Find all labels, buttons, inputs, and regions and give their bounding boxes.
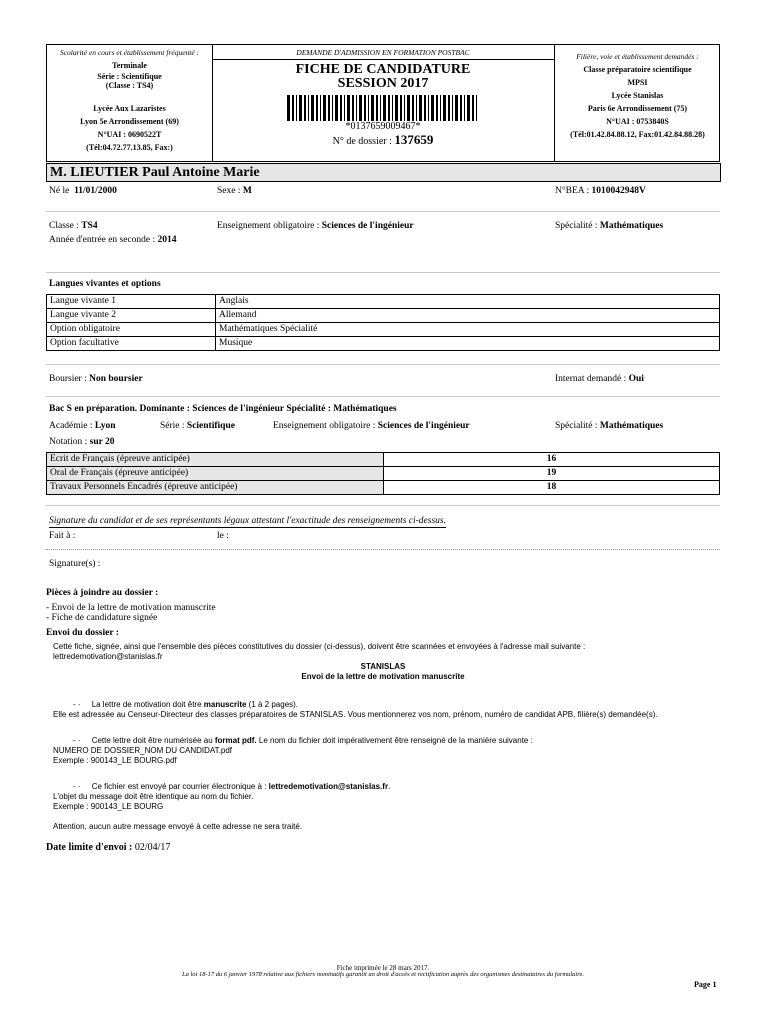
- bac-spec-value: Mathématiques: [599, 421, 664, 431]
- bullet: - ·: [73, 736, 81, 745]
- table-cell: Langue vivante 1: [47, 295, 216, 309]
- p2-format: NUMERO DE DOSSIER_NOM DU CANDIDAT.pdf: [53, 746, 232, 755]
- barcode-bar: [368, 95, 369, 121]
- bullet: - ·: [73, 782, 81, 791]
- barcode-bar: [380, 95, 381, 121]
- table-cell: Mathématiques Spécialité: [216, 323, 720, 337]
- barcode-bar: [287, 95, 290, 121]
- footer-law: La loi 18-17 du 6 janvier 1978 relative aux fichiers nominatifs garantit un droit d'accès et rectification auprès des organismes destinataires du formulaire.: [181, 971, 584, 978]
- table-cell: Oral de Français (épreuve anticipée): [47, 467, 384, 481]
- dossier-label: N° de dossier :: [332, 136, 392, 147]
- le-label: le :: [217, 531, 229, 541]
- entry-label: Année d'entrée en seconde :: [49, 235, 156, 245]
- table-row: [47, 295, 720, 309]
- barcode-bar: [472, 95, 474, 121]
- envoi-intro: Cette fiche, signée, ainsi que l'ensemble des pièces constitutives du dossier (ci-dessus), doivent être scannées et envoyées à l'adresse mail suivante :: [53, 642, 586, 651]
- header-right-caption: Filière, voie et établissement demandés :: [576, 52, 699, 61]
- pieces-title: Pièces à joindre au dossier :: [46, 588, 159, 598]
- classe-label: Classe :: [49, 221, 79, 231]
- table-cell: Travaux Personnels Encadrés (épreuve anticipée): [47, 481, 384, 495]
- table-cell: Musique: [216, 337, 720, 351]
- divider: [46, 211, 720, 212]
- barcode-bar: [440, 95, 441, 121]
- header-left-line: Lycée Aux Lazaristes: [93, 104, 166, 113]
- barcode-bar: [344, 95, 345, 121]
- bac-spec-label: Spécialité :: [555, 421, 598, 431]
- page-number: Page 1: [694, 980, 717, 989]
- bea-label: N°BEA :: [555, 186, 590, 196]
- barcode-bar: [316, 95, 318, 121]
- p3-text: Ce fichier est envoyé par courrier électronique à :: [91, 782, 269, 791]
- pieces-item: - Fiche de candidature signée: [46, 613, 158, 623]
- header-right-line: MPSI: [627, 78, 648, 87]
- serie-label: Série :: [160, 421, 185, 431]
- barcode-bar: [392, 95, 393, 121]
- barcode-bar: [296, 95, 297, 121]
- p3-email: lettredemotivation@stanislas.fr: [268, 782, 389, 791]
- header-left: [47, 45, 213, 161]
- barcode-bar: [323, 95, 326, 121]
- barcode-text: *0137659009467*: [345, 121, 421, 132]
- envoi-title: Envoi du dossier :: [46, 628, 119, 638]
- divider: [46, 505, 720, 506]
- bullet: - ·: [73, 700, 81, 709]
- barcode-bar: [404, 95, 405, 121]
- dossier-line: [212, 132, 554, 148]
- barcode-bar: [416, 95, 417, 121]
- paragraph-2: [53, 736, 713, 746]
- entry-line: [49, 235, 177, 245]
- header-left-line: Série : Scientifique: [97, 72, 162, 81]
- p3-subject: L'objet du message doit être identique au nom du fichier.: [53, 792, 254, 801]
- notation-value: sur 20: [89, 437, 115, 447]
- bac-title: Bac S en préparation. Dominante : Sciences de l'ingénieur Spécialité : Mathématiques: [49, 404, 397, 414]
- header-left-line: (Tél:04.72.77.13.85, Fax:): [86, 143, 173, 152]
- footer-printed: Fiche imprimée le 28 mars 2017.: [336, 964, 430, 972]
- barcode-bar: [388, 95, 390, 121]
- spec-value: Mathématiques: [599, 221, 664, 231]
- stanislas-heading: STANISLAS: [360, 662, 406, 671]
- boursier-label: Boursier :: [49, 374, 87, 384]
- barcode-bar: [460, 95, 462, 121]
- barcode-bar: [364, 95, 366, 121]
- classe-value: TS4: [81, 221, 98, 231]
- born-value: 11/01/2000: [74, 186, 117, 196]
- header-right-line: (Tél:01.42.84.88.12, Fax:01.42.84.88.28): [570, 130, 705, 139]
- table-row: [47, 309, 720, 323]
- barcode-bar: [347, 95, 350, 121]
- barcode-bar: [400, 95, 402, 121]
- internat-value: Oui: [628, 374, 644, 384]
- grade-value: 16: [384, 453, 720, 467]
- barcode-bar: [476, 95, 477, 121]
- barcode-bar: [376, 95, 378, 121]
- barcode-bar: [431, 95, 434, 121]
- header-left-line: Terminale: [112, 61, 147, 70]
- header-center-caption: DEMANDE D'ADMISSION EN FORMATION POSTBAC: [212, 45, 554, 60]
- barcode-bar: [356, 95, 357, 121]
- warning-text: Attention, aucun autre message envoyé à cette adresse ne sera traité.: [53, 822, 303, 831]
- grades-table: [46, 452, 720, 495]
- barcode-bar: [371, 95, 374, 121]
- header-box: [46, 44, 720, 162]
- p3-text-end: .: [388, 782, 391, 791]
- notation-label: Notation :: [49, 437, 88, 447]
- internat-label: Internat demandé :: [555, 374, 627, 384]
- p1-text-end: (1 à 2 pages).: [246, 700, 299, 709]
- barcode-bar: [428, 95, 429, 121]
- barcode-bar: [452, 95, 453, 121]
- barcode-bar: [443, 95, 446, 121]
- header-right-line: Paris 6e Arrondissement (75): [587, 104, 688, 113]
- header-left-line: Lyon 5e Arrondissement (69): [80, 117, 179, 126]
- barcode-bar: [359, 95, 362, 121]
- sex-label: Sexe :: [217, 186, 241, 196]
- fait-label: Fait à :: [49, 531, 76, 541]
- ens-value: Sciences de l'ingénieur: [321, 221, 414, 231]
- boursier-line: [49, 374, 143, 384]
- barcode-bar: [436, 95, 438, 121]
- barcode-bar: [395, 95, 398, 121]
- p2-text: Cette lettre doit être numérisée au: [91, 736, 215, 745]
- divider: [46, 549, 720, 550]
- sex-value: M: [242, 186, 252, 196]
- classe-line: [49, 221, 98, 231]
- barcode-bar: [455, 95, 458, 121]
- barcode-bar: [292, 95, 294, 121]
- notation-line: [49, 437, 115, 447]
- header-left-line: N°UAI : 0690522T: [97, 130, 162, 139]
- table-cell: Allemand: [216, 309, 720, 323]
- pieces-item: - Envoi de la lettre de motivation manuscrite: [46, 603, 216, 613]
- envoi-content: [53, 642, 713, 832]
- birth-line: [49, 186, 117, 196]
- academie-label: Académie :: [49, 421, 93, 431]
- deadline-value: 02/04/17: [134, 842, 171, 853]
- bac-ens-line: [273, 421, 470, 431]
- table-cell: Ecrit de Français (épreuve anticipée): [47, 453, 384, 467]
- dossier-number: 137659: [394, 132, 434, 147]
- envoi-email: lettredemotivation@stanislas.fr: [53, 652, 163, 661]
- form-title: FICHE DE CANDIDATURE: [295, 62, 471, 77]
- barcode-bar: [467, 95, 470, 121]
- divider: [46, 272, 720, 273]
- p2-example: Exemple : 900143_LE BOURG.pdf: [53, 756, 177, 765]
- barcode-bar: [299, 95, 302, 121]
- p1-detail: Elle est adressée au Censeur-Directeur des classes préparatoires de STANISLAS. Vous mentionnerez vos nom, prénom, numéro de candidat APB, filière(s) demandée(s).: [53, 710, 658, 719]
- header-left-caption: Scolarité en cours et établissement fréquenté :: [59, 48, 200, 57]
- internat-line: [555, 374, 644, 384]
- divider: [46, 364, 720, 365]
- session-title: SESSION 2017: [337, 76, 429, 91]
- grade-value: 19: [384, 467, 720, 481]
- serie-line: [160, 421, 235, 431]
- barcode-bar: [304, 95, 306, 121]
- header-right: [554, 45, 720, 161]
- signatures-label: Signature(s) :: [49, 559, 101, 569]
- header-right-line: N°UAI : 0753840S: [606, 117, 669, 126]
- barcode-bar: [335, 95, 338, 121]
- barcode-bar: [328, 95, 330, 121]
- barcode-bar: [383, 95, 386, 121]
- sex-line: [217, 186, 252, 196]
- p2-text-end: Le nom du fichier doit impérativement être renseigné de la manière suivante :: [256, 736, 533, 745]
- p3-example: Exemple : 900143_LE BOURG: [53, 802, 164, 811]
- barcode: [285, 95, 481, 121]
- p2-bold: format pdf.: [214, 736, 257, 745]
- header-center: [212, 45, 554, 161]
- bac-spec-line: [555, 421, 663, 431]
- languages-title: Langues vivantes et options: [49, 279, 161, 289]
- barcode-bar: [340, 95, 342, 121]
- deadline-label: Date limite d'envoi :: [46, 842, 133, 853]
- table-cell: Anglais: [216, 295, 720, 309]
- languages-table: [46, 294, 720, 351]
- divider: [46, 396, 720, 397]
- serie-value: Scientifique: [186, 421, 235, 431]
- barcode-bar: [332, 95, 333, 121]
- table-row: [47, 481, 720, 495]
- table-row: [47, 467, 720, 481]
- candidate-name: M. LIEUTIER Paul Antoine Marie: [46, 163, 721, 182]
- academie-line: [49, 421, 116, 431]
- bea-value: 1010042948V: [591, 186, 646, 196]
- table-row: [47, 453, 720, 467]
- academie-value: Lyon: [94, 421, 116, 431]
- barcode-bar: [424, 95, 426, 121]
- p1-bold: manuscrite: [203, 700, 247, 709]
- ens-line: [217, 221, 414, 231]
- header-right-line: Lycée Stanislas: [611, 91, 664, 100]
- header-left-line: (Classe : TS4): [105, 81, 154, 90]
- barcode-bar: [352, 95, 354, 121]
- bac-ens-value: Sciences de l'ingénieur: [377, 421, 470, 431]
- paragraph-3: [53, 782, 713, 792]
- table-cell: Option obligatoire: [47, 323, 216, 337]
- table-cell: Langue vivante 2: [47, 309, 216, 323]
- spec-label: Spécialité :: [555, 221, 598, 231]
- barcode-bar: [419, 95, 422, 121]
- born-label: Né le: [49, 186, 70, 196]
- header-right-line: Classe préparatoire scientifique: [583, 65, 692, 74]
- signature-statement: Signature du candidat et de ses représentants légaux attestant l'exactitude des renseignements ci-dessus.: [49, 516, 446, 526]
- bac-ens-label: Enseignement obligatoire :: [273, 421, 376, 431]
- table-row: [47, 323, 720, 337]
- deadline-line: [46, 842, 170, 853]
- barcode-bar: [320, 95, 321, 121]
- paragraph-1: [53, 700, 713, 710]
- grade-value: 18: [384, 481, 720, 495]
- entry-value: 2014: [157, 235, 177, 245]
- bea-line: [555, 186, 646, 196]
- ens-label: Enseignement obligatoire :: [217, 221, 320, 231]
- boursier-value: Non boursier: [89, 374, 143, 384]
- barcode-bar: [308, 95, 309, 121]
- table-row: [47, 337, 720, 351]
- barcode-bar: [311, 95, 314, 121]
- table-cell: Option facultative: [47, 337, 216, 351]
- barcode-bar: [448, 95, 450, 121]
- barcode-bar: [412, 95, 414, 121]
- p1-text: La lettre de motivation doit être: [91, 700, 204, 709]
- envoi-heading: Envoi de la lettre de motivation manuscrite: [301, 672, 465, 681]
- barcode-bar: [464, 95, 465, 121]
- spec-line: [555, 221, 663, 231]
- barcode-bar: [407, 95, 410, 121]
